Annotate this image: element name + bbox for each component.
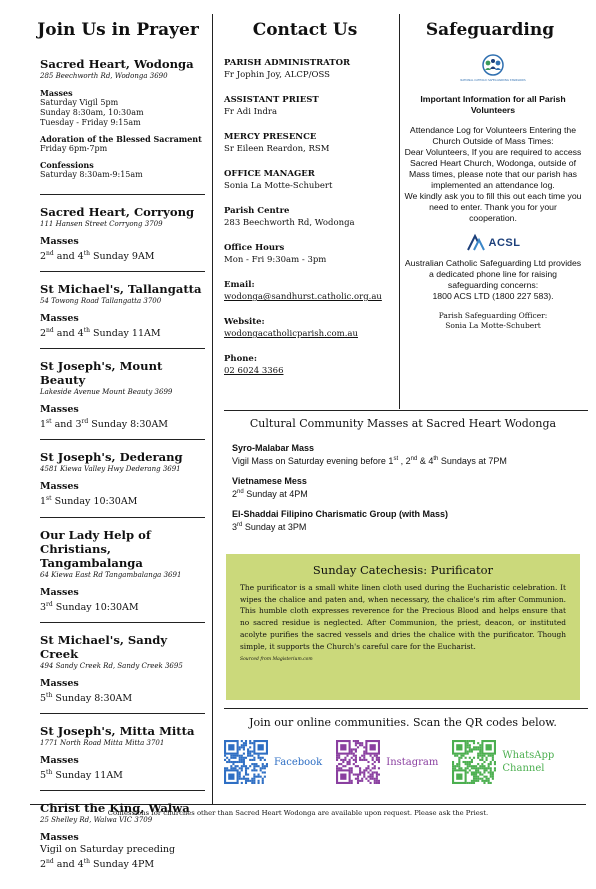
contact-value: Sr Eileen Reardon, RSM <box>224 144 330 154</box>
acsl-emblem-icon <box>466 234 486 252</box>
online-communities-title: Join our online communities. Scan the QR codes below. <box>249 716 557 729</box>
cultural-top-rule <box>224 410 588 411</box>
masses-heading: Masses <box>40 586 79 598</box>
contact-label: Email: <box>224 280 255 290</box>
contact-label: Parish Centre <box>224 206 290 216</box>
catechesis-body: The purificator is a small white linen cloth used during the Eucharistic celebration. It wipes the chalice and paten and, when necessary, the chalice's rim after Communion. This humble cloth expresses reverence for the Precious Blood and helps ensure that no sacred residue is neglected. After Communion, the priest, deacon, or instituted acolyte purifies the sacred vessels and dries the chalice with the purificator. Though simple, it supports the Church's careful care for the Eucharist. <box>240 583 566 651</box>
church-address: 4581 Kiewa Valley Hwy Dederang 3691 <box>40 465 181 474</box>
facebook-qr-code[interactable] <box>224 740 268 784</box>
schedule-line: Friday 6pm-7pm <box>40 144 108 153</box>
masses-heading: Masses <box>40 754 79 766</box>
cultural-mass-name: Syro-Malabar Mass <box>232 443 315 453</box>
church-block <box>40 724 205 791</box>
masses-heading: Masses <box>40 832 79 844</box>
cultural-mass-detail: 2nd Sunday at 4PM <box>232 489 308 499</box>
mass-times: 5th Sunday 11AM <box>40 768 123 782</box>
contact-value: 283 Beechworth Rd, Wodonga <box>224 218 355 228</box>
church-name: St Joseph's, Dederang <box>40 450 183 465</box>
contact-link[interactable]: wodonga@sandhurst.catholic.org.au <box>224 292 382 302</box>
cultural-masses-title: Cultural Community Masses at Sacred Heart Wodonga <box>249 417 557 430</box>
safeguarding-important-heading: Important Information for all Parish Volunteers <box>420 94 566 115</box>
church-name: St Michael's, Tallangatta <box>40 282 202 297</box>
contact-entry <box>224 242 399 266</box>
church-name: St Michael's, Sandy Creek <box>40 632 168 661</box>
mass-times: 1st and 3rd Sunday 8:30AM <box>40 418 169 431</box>
schedule-group <box>40 88 205 128</box>
contact-value: Sonia La Motte-Schubert <box>224 181 333 191</box>
instagram-qr-code[interactable] <box>336 740 380 784</box>
church-address: 111 Hansen Street Corryong 3709 <box>40 220 163 228</box>
cultural-mass-item <box>224 443 582 467</box>
masses-heading: Masses <box>40 481 79 493</box>
church-address: 64 Kiewa East Rd Tangambalanga 3691 <box>40 570 182 579</box>
cultural-mass-name: El-Shaddai Filipino Charismatic Group (with Mass) <box>232 509 449 519</box>
contact-entry <box>224 57 399 81</box>
online-top-rule <box>224 708 588 709</box>
church-block <box>40 57 205 195</box>
footer-note: Confessions for churches other than Sacred Heart Wodonga are available upon request. Please ask the Priest. <box>107 809 489 817</box>
acsl-logo <box>404 234 582 252</box>
church-block <box>40 205 205 272</box>
catechesis-title: Sunday Catechesis: Purificator <box>312 563 494 577</box>
contact-value: Mon - Fri 9:30am - 3pm <box>224 255 327 265</box>
schedule-line: Saturday 8:30am-9:15am <box>40 170 143 179</box>
masses-heading: Masses <box>40 313 79 325</box>
contact-label: Website: <box>224 317 265 327</box>
church-block <box>40 282 205 349</box>
church-address: 25 Shelley Rd, Walwa VIC 3709 <box>40 816 153 825</box>
mass-times: 3rd Sunday 10:30AM <box>40 600 139 613</box>
church-name: Sacred Heart, Wodonga <box>40 57 194 71</box>
qr-label: Instagram <box>386 756 439 768</box>
church-name: St Joseph's, Mount Beauty <box>40 359 163 388</box>
masses-heading: Masses <box>40 236 79 247</box>
schedule-line: Saturday Vigil 5pm <box>40 98 119 107</box>
schedule-line: Tuesday - Friday 9:15am <box>40 118 141 127</box>
contact-entry <box>224 168 399 192</box>
cultural-mass-item <box>224 509 582 533</box>
online-communities-section <box>224 716 582 784</box>
acsl-logo-text: ACSL <box>488 237 521 249</box>
schedule-line: Sunday 8:30am, 10:30am <box>40 108 144 117</box>
safeguarding-heading: Safeguarding <box>425 20 555 40</box>
contact-value: Fr Adi Indra <box>224 107 278 117</box>
mass-times: Vigil on Saturday preceding 2nd and 4th Sunday 4PM <box>40 844 176 871</box>
contact-value: Fr Jophin Joy, ALCP/OSS <box>224 70 330 80</box>
contact-entry <box>224 205 399 229</box>
cultural-mass-detail: Vigil Mass on Saturday evening before 1st , 2nd & 4th Sundays at 7PM <box>232 456 507 466</box>
contact-entry <box>224 279 399 303</box>
church-block <box>40 633 205 714</box>
church-address: Lakeside Avenue Mount Beauty 3699 <box>40 388 173 397</box>
catechesis-source: Sourced from Magisterium.com <box>240 657 313 663</box>
church-address: 285 Beechworth Rd, Wodonga 3690 <box>40 72 168 80</box>
safeguarding-standards-logo-text: NATIONAL CATHOLIC SAFEGUARDING STANDARDS <box>460 79 526 82</box>
contact-entry <box>224 353 399 377</box>
catechesis-box <box>226 554 580 700</box>
cultural-masses-section <box>224 417 582 542</box>
church-block <box>40 450 205 517</box>
qr-label: WhatsApp Channel <box>502 750 555 774</box>
contact-label: Phone: <box>224 354 257 364</box>
church-address: 494 Sandy Creek Rd, Sandy Creek 3695 <box>40 661 183 670</box>
contact-link[interactable]: wodongacatholicparish.com.au <box>224 329 358 339</box>
mass-times: 1st Sunday 10:30AM <box>40 495 138 508</box>
contact-label: MERCY PRESENCE <box>224 132 317 142</box>
cultural-mass-detail: 3rd Sunday at 3PM <box>232 522 307 532</box>
contact-label: OFFICE MANAGER <box>224 169 315 179</box>
column-divider-left <box>212 14 213 804</box>
contact-entry <box>224 316 399 340</box>
schedule-heading: Confessions <box>40 160 94 170</box>
church-name: St Joseph's, Mitta Mitta <box>40 723 195 738</box>
schedule-group <box>40 134 205 154</box>
church-address: 54 Towong Road Tallangatta 3700 <box>40 297 162 306</box>
column-divider-right <box>399 14 400 409</box>
safeguarding-standards-logo <box>460 52 526 86</box>
contact-column <box>224 57 399 390</box>
church-block <box>40 359 205 440</box>
prayer-heading: Join Us in Prayer <box>37 20 199 40</box>
schedule-group <box>40 160 205 180</box>
acsl-phone-info: Australian Catholic Safeguarding Ltd provides a dedicated phone line for raising safeguarding concerns: 1800 ACS LTD (1800 227 583). <box>404 258 582 301</box>
church-name: Christ the King, Walwa <box>40 801 190 816</box>
qr-label: Facebook <box>274 756 323 768</box>
mass-times: 2nd and 4th Sunday 11AM <box>40 327 161 340</box>
church-address: 1771 North Road Mitta Mitta 3701 <box>40 738 165 747</box>
contact-entry <box>224 94 399 118</box>
safeguarding-notice: Attendance Log for Volunteers Entering the Church Outside of Mass Times: Dear Volunteers, If you are required to access Sacred Heart Church, Wodonga, outside of Mass times, please note that our parish has implemented an attendance log. We kindly ask you to fill this out each time you need to enter. Thank you for your cooperation. <box>404 125 582 223</box>
church-name: Sacred Heart, Corryong <box>40 205 195 219</box>
mass-times-column <box>40 57 205 889</box>
masses-heading: Masses <box>40 677 79 689</box>
contact-label: Office Hours <box>224 243 285 253</box>
contact-label: ASSISTANT PRIEST <box>224 95 319 105</box>
schedule-heading: Masses <box>40 88 73 98</box>
contact-heading: Contact Us <box>252 20 358 40</box>
masses-heading: Masses <box>40 404 79 416</box>
cultural-mass-name: Vietnamese Mess <box>232 476 307 486</box>
whatsapp-qr-code[interactable] <box>452 740 496 784</box>
church-name: Our Lady Help of Christians, Tangambalanga <box>40 527 151 570</box>
cultural-mass-item <box>224 476 582 500</box>
safeguarding-column <box>404 52 582 331</box>
contact-label: PARISH ADMINISTRATOR <box>224 58 351 68</box>
mass-times: 2nd and 4th Sunday 9AM <box>40 250 155 263</box>
church-block <box>40 528 205 623</box>
schedule-heading: Adoration of the Blessed Sacrament <box>40 134 202 144</box>
contact-entry <box>224 131 399 155</box>
contact-link[interactable]: 02 6024 3366 <box>224 366 284 376</box>
safeguarding-officer: Parish Safeguarding Officer: Sonia La Motte-Schubert <box>438 311 548 330</box>
mass-times: 5th Sunday 8:30AM <box>40 691 133 704</box>
